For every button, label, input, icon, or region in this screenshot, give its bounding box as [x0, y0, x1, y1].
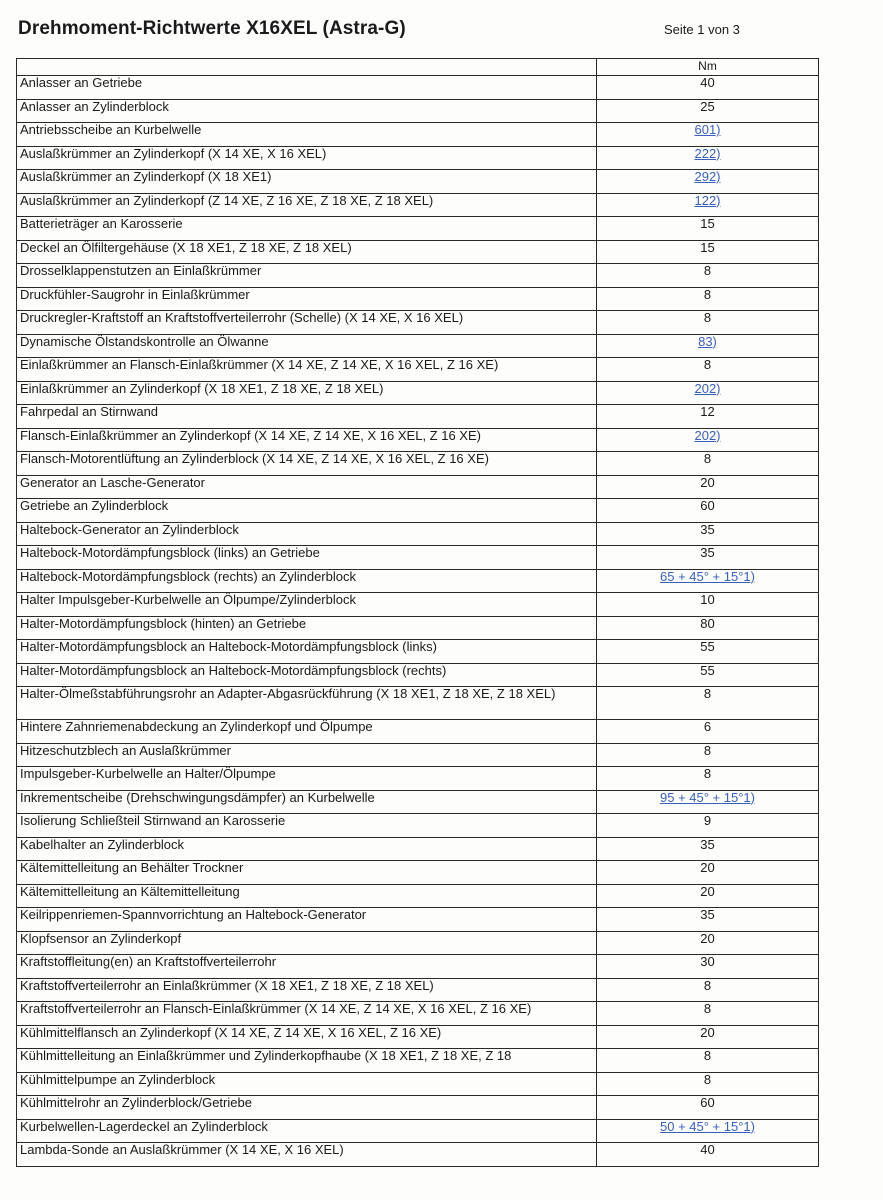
torque-cell [597, 428, 819, 452]
part-description: Halter-Motordämpfungsblock an Haltebock-Motordämpfungsblock (rechts) [17, 663, 597, 687]
table-row [17, 193, 819, 217]
table-row [17, 334, 819, 358]
torque-value: 35 [700, 545, 715, 560]
torque-cell [597, 616, 819, 640]
torque-cell [597, 76, 819, 100]
table-row [17, 76, 819, 100]
footnote-link[interactable]: 292) [694, 169, 721, 184]
part-description: Flansch-Einlaßkrümmer an Zylinderkopf (X 14 XE, Z 14 XE, X 16 XEL, Z 16 XE) [17, 428, 597, 452]
table-row [17, 743, 819, 767]
torque-cell [597, 170, 819, 194]
part-description: Kraftstoffleitung(en) an Kraftstoffverteilerrohr [17, 955, 597, 979]
part-description: Kabelhalter an Zylinderblock [17, 837, 597, 861]
part-description: Auslaßkrümmer an Zylinderkopf (Z 14 XE, Z 16 XE, Z 18 XE, Z 18 XEL) [17, 193, 597, 217]
torque-cell [597, 546, 819, 570]
part-description: Kurbelwellen-Lagerdeckel an Zylinderblock [17, 1119, 597, 1143]
table-row [17, 1119, 819, 1143]
torque-value: 55 [700, 639, 715, 654]
table-row [17, 381, 819, 405]
torque-value: 9 [703, 813, 712, 828]
torque-cell [597, 522, 819, 546]
part-description: Haltebock-Motordämpfungsblock (links) an Getriebe [17, 546, 597, 570]
page-header [18, 16, 868, 48]
part-description: Halter-Ölmeßstabführungsrohr an Adapter-Abgasrückführung (X 18 XE1, Z 18 XE, Z 18 XEL) [17, 687, 597, 720]
torque-cell [597, 193, 819, 217]
torque-cell [597, 1002, 819, 1026]
table-row [17, 616, 819, 640]
torque-value: 15 [700, 216, 715, 231]
page-number: Seite 1 von 3 [664, 22, 740, 37]
torque-value: 8 [703, 1048, 712, 1063]
torque-cell [597, 814, 819, 838]
part-description: Keilrippenriemen-Spannvorrichtung an Haltebock-Generator [17, 908, 597, 932]
torque-value: 8 [703, 357, 712, 372]
part-description: Antriebsscheibe an Kurbelwelle [17, 123, 597, 147]
table-row [17, 790, 819, 814]
document-title: Drehmoment-Richtwerte X16XEL (Astra-G) [18, 18, 406, 39]
part-description: Inkrementscheibe (Drehschwingungsdämpfer) an Kurbelwelle [17, 790, 597, 814]
torque-value: 60 [700, 498, 715, 513]
part-description: Isolierung Schließteil Stirnwand an Karosserie [17, 814, 597, 838]
torque-cell [597, 217, 819, 241]
torque-value: 35 [700, 907, 715, 922]
torque-cell [597, 381, 819, 405]
torque-value: 8 [703, 1001, 712, 1016]
table-row [17, 1049, 819, 1073]
part-description: Auslaßkrümmer an Zylinderkopf (X 14 XE, X 16 XEL) [17, 146, 597, 170]
torque-cell [597, 978, 819, 1002]
part-description: Flansch-Motorentlüftung an Zylinderblock (X 14 XE, Z 14 XE, X 16 XEL, Z 16 XE) [17, 452, 597, 476]
torque-value: 20 [700, 884, 715, 899]
part-description: Druckregler-Kraftstoff an Kraftstoffverteilerrohr (Schelle) (X 14 XE, X 16 XEL) [17, 311, 597, 335]
footnote-link[interactable]: 65 + 45° + 15°1) [660, 569, 755, 584]
table-row [17, 978, 819, 1002]
table-row [17, 640, 819, 664]
torque-value: 40 [700, 1142, 715, 1157]
torque-cell [597, 884, 819, 908]
torque-cell [597, 405, 819, 429]
footnote-link[interactable]: 95 + 45° + 15°1) [660, 790, 755, 805]
torque-cell [597, 687, 819, 720]
torque-cell [597, 1096, 819, 1120]
torque-cell [597, 1072, 819, 1096]
part-description: Hitzeschutzblech an Auslaßkrümmer [17, 743, 597, 767]
torque-value: 8 [703, 451, 712, 466]
table-row [17, 569, 819, 593]
torque-cell [597, 264, 819, 288]
table-row [17, 499, 819, 523]
footnote-link[interactable]: 202) [694, 381, 721, 396]
part-description: Dynamische Ölstandskontrolle an Ölwanne [17, 334, 597, 358]
torque-cell [597, 663, 819, 687]
torque-value: 12 [700, 404, 715, 419]
column-header-nm: Nm [597, 59, 819, 76]
table-row [17, 884, 819, 908]
torque-cell [597, 475, 819, 499]
table-row [17, 861, 819, 885]
table-row [17, 908, 819, 932]
torque-cell [597, 240, 819, 264]
part-description: Klopfsensor an Zylinderkopf [17, 931, 597, 955]
footnote-link[interactable]: 50 + 45° + 15°1) [660, 1119, 755, 1134]
torque-cell [597, 931, 819, 955]
torque-cell [597, 955, 819, 979]
footnote-link[interactable]: 83) [698, 334, 717, 349]
torque-value: 8 [703, 978, 712, 993]
table-row [17, 1025, 819, 1049]
table-row [17, 720, 819, 744]
torque-cell [597, 287, 819, 311]
torque-cell [597, 1119, 819, 1143]
table-row [17, 1072, 819, 1096]
part-description: Halter-Motordämpfungsblock (hinten) an Getriebe [17, 616, 597, 640]
torque-value: 10 [700, 592, 715, 607]
table-row [17, 955, 819, 979]
torque-value: 30 [700, 954, 715, 969]
torque-cell [597, 499, 819, 523]
torque-cell [597, 767, 819, 791]
torque-value: 25 [700, 99, 715, 114]
footnote-link[interactable]: 122) [694, 193, 721, 208]
table-row [17, 240, 819, 264]
torque-value: 80 [700, 616, 715, 631]
torque-value: 20 [700, 860, 715, 875]
table-row [17, 814, 819, 838]
table-row [17, 287, 819, 311]
table-row [17, 663, 819, 687]
table-row [17, 767, 819, 791]
table-row [17, 1096, 819, 1120]
torque-cell [597, 640, 819, 664]
table-row [17, 593, 819, 617]
torque-cell [597, 790, 819, 814]
torque-cell [597, 861, 819, 885]
part-description: Einlaßkrümmer an Zylinderkopf (X 18 XE1, Z 18 XE, Z 18 XEL) [17, 381, 597, 405]
torque-value: 35 [700, 837, 715, 852]
part-description: Drosselklappenstutzen an Einlaßkrümmer [17, 264, 597, 288]
part-description: Kühlmittelleitung an Einlaßkrümmer und Zylinderkopfhaube (X 18 XE1, Z 18 XE, Z 18 [17, 1049, 597, 1073]
table-row [17, 931, 819, 955]
table-row [17, 146, 819, 170]
torque-cell [597, 837, 819, 861]
torque-cell [597, 311, 819, 335]
table-row [17, 475, 819, 499]
table-header-row [17, 59, 819, 76]
torque-value: 35 [700, 522, 715, 537]
torque-cell [597, 908, 819, 932]
part-description: Kältemittelleitung an Behälter Trockner [17, 861, 597, 885]
table-row [17, 522, 819, 546]
part-description: Impulsgeber-Kurbelwelle an Halter/Ölpumpe [17, 767, 597, 791]
table-row [17, 123, 819, 147]
torque-value: 8 [703, 310, 712, 325]
table-row [17, 428, 819, 452]
torque-value: 15 [700, 240, 715, 255]
torque-value: 40 [700, 75, 715, 90]
table-row [17, 311, 819, 335]
torque-value: 8 [703, 766, 712, 781]
table-row [17, 264, 819, 288]
torque-value: 8 [703, 743, 712, 758]
torque-value: 8 [703, 686, 712, 701]
torque-value: 8 [703, 1072, 712, 1087]
part-description: Getriebe an Zylinderblock [17, 499, 597, 523]
torque-value: 20 [700, 931, 715, 946]
torque-value: 8 [703, 287, 712, 302]
part-description: Kühlmittelrohr an Zylinderblock/Getriebe [17, 1096, 597, 1120]
part-description: Kraftstoffverteilerrohr an Einlaßkrümmer (X 18 XE1, Z 18 XE, Z 18 XEL) [17, 978, 597, 1002]
torque-value: 6 [703, 719, 712, 734]
column-header-part [17, 59, 597, 76]
part-description: Haltebock-Motordämpfungsblock (rechts) an Zylinderblock [17, 569, 597, 593]
part-description: Druckfühler-Saugrohr in Einlaßkrümmer [17, 287, 597, 311]
part-description: Kraftstoffverteilerrohr an Flansch-Einlaßkrümmer (X 14 XE, Z 14 XE, X 16 XEL, Z 16 XE) [17, 1002, 597, 1026]
torque-cell [597, 99, 819, 123]
part-description: Anlasser an Getriebe [17, 76, 597, 100]
part-description: Kühlmittelflansch an Zylinderkopf (X 14 XE, Z 14 XE, X 16 XEL, Z 16 XE) [17, 1025, 597, 1049]
torque-value: 55 [700, 663, 715, 678]
torque-cell [597, 743, 819, 767]
table-row [17, 99, 819, 123]
part-description: Kältemittelleitung an Kältemittelleitung [17, 884, 597, 908]
table-row [17, 837, 819, 861]
table-body [17, 76, 819, 1167]
part-description: Hintere Zahnriemenabdeckung an Zylinderkopf und Ölpumpe [17, 720, 597, 744]
footnote-link[interactable]: 222) [694, 146, 721, 161]
part-description: Anlasser an Zylinderblock [17, 99, 597, 123]
torque-cell [597, 146, 819, 170]
part-description: Auslaßkrümmer an Zylinderkopf (X 18 XE1) [17, 170, 597, 194]
part-description: Haltebock-Generator an Zylinderblock [17, 522, 597, 546]
table-row [17, 1002, 819, 1026]
table-row [17, 217, 819, 241]
table-row [17, 1143, 819, 1167]
part-description: Lambda-Sonde an Auslaßkrümmer (X 14 XE, X 16 XEL) [17, 1143, 597, 1167]
table-row [17, 405, 819, 429]
torque-value: 60 [700, 1095, 715, 1110]
part-description: Kühlmittelpumpe an Zylinderblock [17, 1072, 597, 1096]
table-row [17, 170, 819, 194]
table-row [17, 452, 819, 476]
footnote-link[interactable]: 202) [694, 428, 721, 443]
torque-cell [597, 569, 819, 593]
torque-cell [597, 1143, 819, 1167]
torque-value: 20 [700, 1025, 715, 1040]
torque-value: 8 [703, 263, 712, 278]
table-row [17, 546, 819, 570]
torque-cell [597, 720, 819, 744]
part-description: Batterieträger an Karosserie [17, 217, 597, 241]
torque-cell [597, 334, 819, 358]
torque-cell [597, 123, 819, 147]
part-description: Fahrpedal an Stirnwand [17, 405, 597, 429]
torque-cell [597, 593, 819, 617]
part-description: Halter Impulsgeber-Kurbelwelle an Ölpumpe/Zylinderblock [17, 593, 597, 617]
part-description: Deckel an Ölfiltergehäuse (X 18 XE1, Z 18 XE, Z 18 XEL) [17, 240, 597, 264]
torque-value: 20 [700, 475, 715, 490]
part-description: Einlaßkrümmer an Flansch-Einlaßkrümmer (X 14 XE, Z 14 XE, X 16 XEL, Z 16 XE) [17, 358, 597, 382]
torque-table [16, 58, 819, 1167]
table-row [17, 687, 819, 720]
torque-cell [597, 452, 819, 476]
torque-cell [597, 358, 819, 382]
table-row [17, 358, 819, 382]
part-description: Generator an Lasche-Generator [17, 475, 597, 499]
part-description: Halter-Motordämpfungsblock an Haltebock-Motordämpfungsblock (links) [17, 640, 597, 664]
footnote-link[interactable]: 601) [694, 122, 721, 137]
torque-cell [597, 1025, 819, 1049]
torque-cell [597, 1049, 819, 1073]
